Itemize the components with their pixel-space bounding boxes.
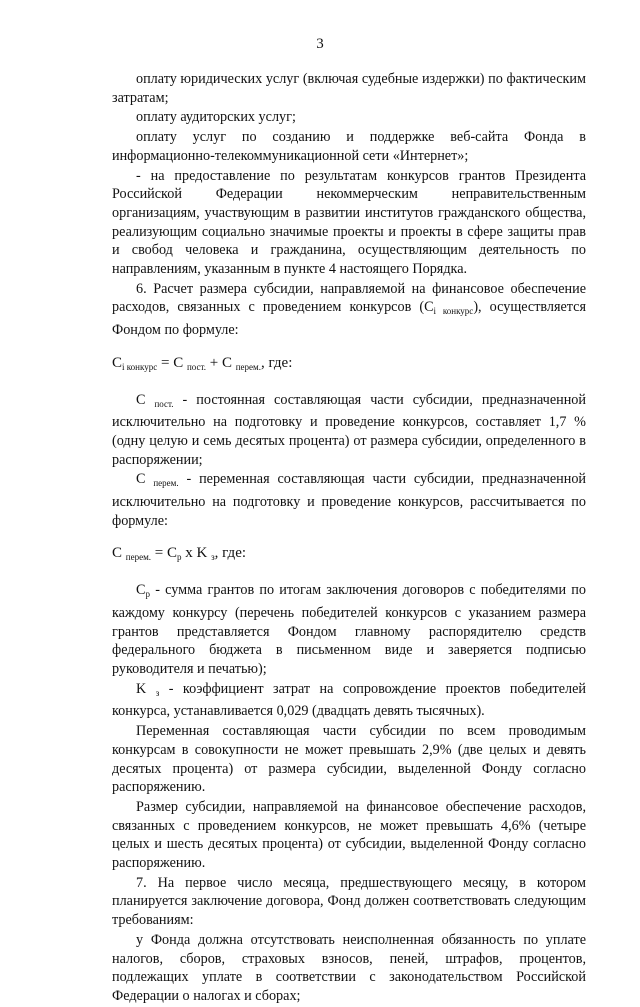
- formula-symbol: C: [112, 545, 126, 562]
- formula-symbol: + C: [206, 354, 236, 371]
- subscript: перем.: [153, 478, 179, 489]
- subscript: пост.: [186, 361, 207, 372]
- text-run: - коэффициент затрат на сопровождение проектов победителей конкурса, устанавливается 0,029 (двадцать девять тысячных).: [112, 680, 586, 720]
- formula-total: [112, 354, 586, 377]
- paragraph: Размер субсидии, направляемой на финансовое обеспечение расходов, связанных с проведением конкурсов, не может превышать 4,6% (четыре целых и шесть десятых процента) от субсидии, выделенной Фонду согласно распоряжению.: [112, 798, 586, 872]
- formula-symbol: = C: [151, 545, 177, 562]
- subscript: р: [145, 589, 150, 600]
- text-run: C: [136, 582, 146, 599]
- formula-variable: [112, 544, 586, 567]
- paragraph: Переменная составляющая части субсидии по всем проводимым конкурсам в совокупности не может превышать 2,9% (две целых и девять десятых процента) от размера субсидии, выделенной Фонду согласно распоряжению.: [112, 723, 586, 796]
- text-run: 6. Расчет размера субсидии, направляемой на финансовое обеспечение расходов, связанных с проведением конкурсов (C: [112, 280, 586, 316]
- paragraph: оплату юридических услуг (включая судебные издержки) по фактическим затратам;: [112, 71, 586, 106]
- subscript: пост.: [154, 398, 174, 409]
- subscript: i конкурс: [433, 306, 474, 317]
- subscript: i конкурс: [122, 361, 158, 372]
- subscript: перем.: [125, 552, 152, 563]
- paragraph-7: 7. На первое число месяца, предшествующего месяцу, в котором планируется заключение договора, Фонд должен соответствовать следующим требованиям:: [112, 874, 586, 929]
- document-body: [112, 70, 586, 1007]
- text-run: C: [136, 391, 155, 408]
- text-run: - постоянная составляющая части субсидии, предназначенной исключительно на подготовку и проведение конкурсов, составляет 1,7 % (одну целую и семь десятых процента) от размера субсидии, определенного в распоряжении;: [112, 391, 586, 468]
- page-number: 3: [316, 36, 324, 52]
- text-run: K: [136, 680, 156, 697]
- formula-symbol: x K: [181, 545, 212, 562]
- paragraph: - на предоставление по результатам конкурсов грантов Президента Российской Федерации некоммерческим неправительственным организациям, участвующим в развитии институтов гражданского общества, реализующим социально значимые проекты и проекты в сфере защиты прав и свобод человека и гражданина, осуществляющим деятельность по направлениям, указанным в пункте 4 настоящего Порядка.: [112, 167, 586, 278]
- paragraph: [112, 470, 586, 530]
- text-run: ), осуществляется Фондом по формуле:: [112, 299, 586, 339]
- subscript: з: [155, 687, 160, 698]
- formula-symbol: , где:: [261, 354, 293, 371]
- subscript: перем.: [235, 361, 261, 372]
- paragraph: у Фонда должна отсутствовать неисполненная обязанность по уплате налогов, сборов, страховых взносов, пеней, штрафов, процентов, подлежащих уплате в соответствии с законодательством Российской Федерации о налогах и сборах;: [112, 931, 586, 1004]
- formula-symbol: = C: [157, 354, 187, 371]
- paragraph: [112, 391, 586, 470]
- subscript: р: [177, 552, 182, 563]
- formula-symbol: , где:: [214, 545, 247, 562]
- subscript: з: [211, 552, 215, 563]
- text-run: - сумма грантов по итогам заключения договоров с победителями по каждому конкурсу (перечень победителей конкурсов с указанием размера грантов представляется Фондом главному распорядителю средств федерального бюджета в письменном виде и заверяется подписью руководителя и печатью);: [112, 582, 586, 677]
- formula-symbol: C: [112, 354, 123, 371]
- paragraph: [112, 581, 586, 679]
- paragraph: оплату услуг по созданию и поддержке веб-сайта Фонда в информационно-телекоммуникационной сети «Интернет»;: [112, 129, 586, 164]
- text-run: C: [136, 471, 154, 488]
- paragraph: [112, 680, 586, 721]
- paragraph: оплату аудиторских услуг;: [136, 109, 296, 126]
- paragraph-6: [112, 280, 586, 340]
- text-run: - переменная составляющая части субсидии, предназначенной исключительно на подготовку и проведение конкурсов, рассчитывается по формуле:: [112, 471, 586, 529]
